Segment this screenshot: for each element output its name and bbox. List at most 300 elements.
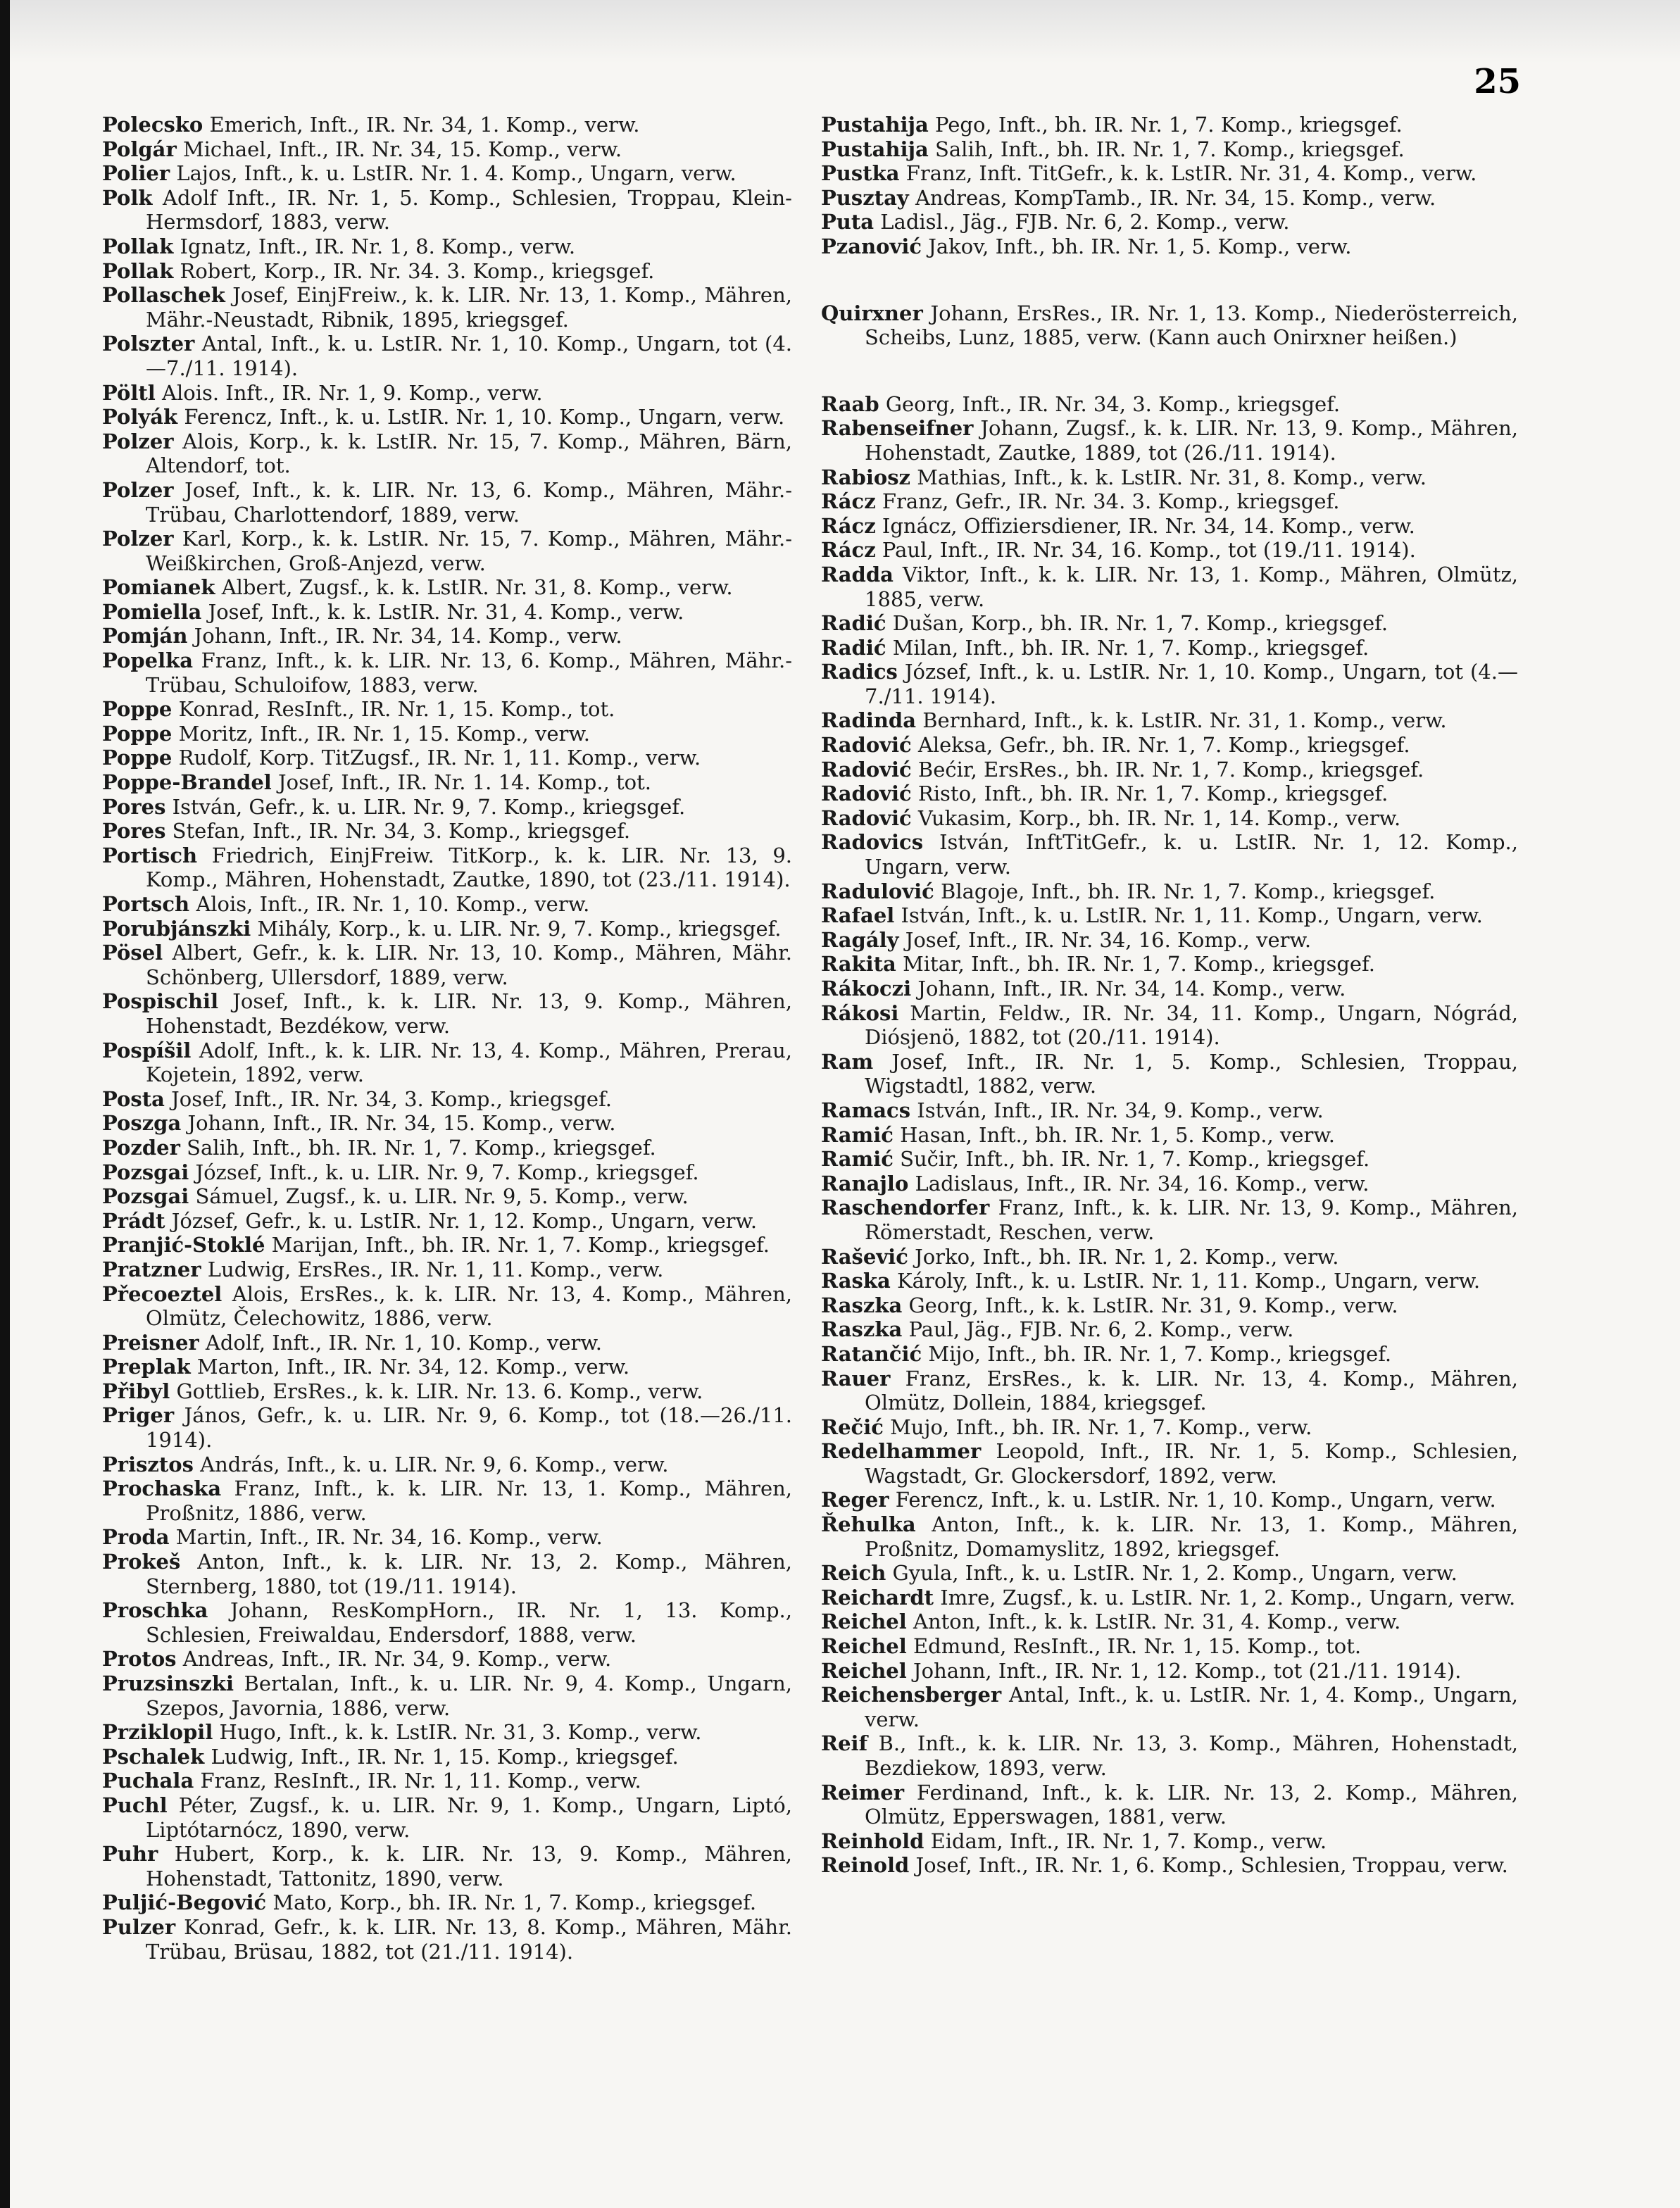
- entry-details: József, Gefr., k. u. LstIR. Nr. 1, 12. Komp., Ungarn, verw.: [165, 1208, 758, 1233]
- entry-details: Josef, Inft., k. k. LIR. Nr. 13, 9. Komp., Mähren, Hohenstadt, Bezdékow, verw.: [146, 989, 792, 1038]
- entry-surname: Radić: [821, 635, 886, 660]
- entry-surname: Ramacs: [821, 1098, 911, 1122]
- section-gap: [821, 259, 1518, 301]
- entry-details: Károly, Inft., k. u. LstIR. Nr. 1, 11. Komp., Ungarn, verw.: [890, 1269, 1481, 1293]
- entry-surname: Polgár: [102, 137, 177, 161]
- list-entry: [821, 806, 1518, 831]
- list-entry: [821, 1829, 1518, 1854]
- list-entry: [821, 977, 1518, 1001]
- entry-surname: Pospischil: [102, 989, 219, 1014]
- list-entry: [821, 1731, 1518, 1780]
- entry-details: Ladislaus, Inft., IR. Nr. 34, 16. Komp., verw.: [908, 1171, 1369, 1196]
- entry-details: Josef, Inft., IR. Nr. 1, 5. Komp., Schlesien, Troppau, Wigstadtl, 1882, verw.: [865, 1049, 1518, 1098]
- entry-details: Ferdinand, Inft., k. k. LIR. Nr. 13, 2. Komp., Mähren, Olmütz, Epperswagen, 1881, verw.: [865, 1780, 1518, 1829]
- list-entry: [102, 1720, 792, 1745]
- entry-surname: Pozsgai: [102, 1184, 189, 1209]
- entry-surname: Pomiella: [102, 599, 202, 624]
- list-entry: [102, 1355, 792, 1379]
- entry-details: Josef, Inft., k. k. LIR. Nr. 13, 6. Komp., Mähren, Mähr.-Trübau, Charlottendorf, 1889, verw.: [146, 477, 792, 527]
- list-entry: [821, 636, 1518, 660]
- entry-details: Stefan, Inft., IR. Nr. 34, 3. Komp., kriegsgef.: [165, 819, 631, 843]
- list-entry: [821, 186, 1518, 211]
- entry-details: Michael, Inft., IR. Nr. 34, 15. Komp., verw.: [176, 137, 622, 161]
- list-entry: [821, 733, 1518, 758]
- entry-details: István, InftTitGefr., k. u. LstIR. Nr. 1, 12. Komp., Ungarn, verw.: [865, 830, 1518, 879]
- entry-surname: Pranjić-Stoklé: [102, 1233, 265, 1257]
- list-entry: [102, 1890, 792, 1915]
- list-entry: [821, 161, 1518, 186]
- list-entry: [102, 1671, 792, 1720]
- entry-details: Franz, Gefr., IR. Nr. 34. 3. Komp., kriegsgef.: [875, 489, 1340, 514]
- list-entry: [102, 1525, 792, 1550]
- entry-details: Johann, Zugsf., k. k. LIR. Nr. 13, 9. Komp., Mähren, Hohenstadt, Zautke, 1889, tot (26./11. 1914).: [865, 416, 1518, 465]
- list-entry: [102, 283, 792, 332]
- entry-details: Johann, Inft., IR. Nr. 34, 14. Komp., verw.: [187, 624, 622, 648]
- list-entry: [102, 1136, 792, 1160]
- entry-surname: Prochaska: [102, 1476, 222, 1501]
- list-entry: [102, 161, 792, 186]
- entry-surname: Ramić: [821, 1147, 894, 1172]
- list-entry: [102, 746, 792, 770]
- entry-surname: Radda: [821, 562, 894, 586]
- entry-details: Albert, Gefr., k. k. LIR. Nr. 13, 10. Komp., Mähren, Mähr. Schönberg, Ullersdorf, 1889, verw.: [146, 941, 792, 989]
- entry-surname: Rafael: [821, 903, 895, 928]
- entry-details: Aleksa, Gefr., bh. IR. Nr. 1, 7. Komp., kriegsgef.: [911, 733, 1410, 758]
- entry-surname: Portisch: [102, 843, 198, 867]
- list-entry: [821, 113, 1518, 137]
- list-entry: [821, 465, 1518, 490]
- entry-details: Anton, Inft., k. k. LIR. Nr. 13, 1. Komp., Mähren, Proßnitz, Domamyslitz, 1892, kriegsgef.: [865, 1512, 1518, 1561]
- list-entry: [102, 1598, 792, 1647]
- list-entry: [102, 113, 792, 137]
- entry-details: Josef, Inft., IR. Nr. 1. 14. Komp., tot.: [271, 770, 651, 795]
- list-entry: [821, 1781, 1518, 1829]
- entry-details: Milan, Inft., bh. IR. Nr. 1, 7. Komp., kriegsgef.: [886, 635, 1369, 660]
- entry-surname: Radovics: [821, 830, 924, 855]
- entry-surname: Rabiosz: [821, 465, 910, 489]
- entry-details: Lajos, Inft., k. u. LstIR. Nr. 1. 4. Komp., Ungarn, verw.: [170, 161, 736, 186]
- list-entry: [102, 332, 792, 380]
- list-entry: [821, 416, 1518, 465]
- section-gap: [821, 350, 1518, 392]
- entry-details: Ludwig, ErsRes., IR. Nr. 1, 11. Komp., verw.: [201, 1257, 664, 1281]
- entry-surname: Reichel: [821, 1634, 907, 1659]
- list-entry: [102, 137, 792, 162]
- entry-details: Adolf Inft., IR. Nr. 1, 5. Komp., Schlesien, Troppau, Klein-Hermsdorf, 1883, verw.: [146, 185, 792, 234]
- list-entry: [102, 429, 792, 478]
- entry-details: Rudolf, Korp. TitZugsf., IR. Nr. 1, 11. Komp., verw.: [172, 746, 701, 770]
- entry-details: Mihály, Korp., k. u. LIR. Nr. 9, 7. Komp., kriegsgef.: [251, 916, 782, 941]
- entry-surname: Puchala: [102, 1769, 194, 1793]
- entry-surname: Pozsgai: [102, 1160, 189, 1184]
- entry-surname: Posta: [102, 1086, 165, 1111]
- list-entry: [102, 1087, 792, 1112]
- list-entry: [102, 381, 792, 406]
- entry-details: Georg, Inft., IR. Nr. 34, 3. Komp., kriegsgef.: [879, 391, 1341, 416]
- entry-surname: Popelka: [102, 648, 193, 673]
- list-entry: [821, 1317, 1518, 1342]
- entry-details: István, Inft., k. u. LstIR. Nr. 1, 11. Komp., Ungarn, verw.: [894, 903, 1483, 928]
- entry-details: Josef, Inft., IR. Nr. 1, 6. Komp., Schlesien, Troppau, verw.: [909, 1853, 1508, 1878]
- entry-surname: Protos: [102, 1647, 177, 1671]
- list-entry: [102, 843, 792, 892]
- entry-surname: Pomján: [102, 624, 188, 648]
- entry-details: Anton, Inft., k. k. LIR. Nr. 13, 2. Komp., Mähren, Sternberg, 1880, tot (19./11. 1914).: [146, 1550, 792, 1598]
- entry-surname: Proschka: [102, 1598, 208, 1623]
- entry-surname: Poppe: [102, 721, 173, 746]
- entry-surname: Rabenseifner: [821, 416, 974, 441]
- entry-details: Gyula, Inft., k. u. LstIR. Nr. 1, 2. Komp., Ungarn, verw.: [886, 1561, 1458, 1586]
- entry-surname: Pösel: [102, 941, 163, 965]
- list-entry: [102, 648, 792, 697]
- entry-details: Imre, Zugsf., k. u. LstIR. Nr. 1, 2. Komp., Ungarn, verw.: [934, 1585, 1516, 1610]
- entry-surname: Quirxner: [821, 301, 923, 325]
- entry-details: Johann, Inft., IR. Nr. 34, 15. Komp., verw.: [181, 1111, 616, 1136]
- list-entry: [821, 611, 1518, 636]
- entry-details: Martin, Feldw., IR. Nr. 34, 11. Komp., Ungarn, Nógrád, Diósjenö, 1882, tot (20./11. 1914).: [865, 1000, 1518, 1050]
- list-entry: [102, 1453, 792, 1477]
- entry-details: Franz, Inft., k. k. LIR. Nr. 13, 1. Komp., Mähren, Proßnitz, 1886, verw.: [146, 1476, 792, 1525]
- list-entry: [102, 941, 792, 989]
- list-entry: [102, 1915, 792, 1964]
- entry-surname: Radović: [821, 805, 912, 830]
- list-entry: [102, 697, 792, 722]
- list-entry: [102, 624, 792, 648]
- entry-details: József, Inft., k. u. LstIR. Nr. 1, 10. Komp., Ungarn, tot (4.—7./11. 1914).: [865, 660, 1518, 708]
- entry-surname: Pruzsinszki: [102, 1671, 234, 1695]
- entry-details: Bećir, ErsRes., bh. IR. Nr. 1, 7. Komp., kriegsgef.: [911, 757, 1424, 782]
- list-entry: [102, 1793, 792, 1842]
- entry-surname: Polzer: [102, 429, 174, 453]
- entry-surname: Rečić: [821, 1414, 884, 1439]
- entry-details: Franz, ErsRes., k. k. LIR. Nr. 13, 4. Komp., Mähren, Olmütz, Dollein, 1884, kriegsgef.: [865, 1366, 1518, 1415]
- list-entry: [821, 1586, 1518, 1610]
- entry-surname: Priger: [102, 1403, 175, 1428]
- scan-shading: [10, 0, 1680, 63]
- list-entry: [102, 1842, 792, 1890]
- entry-details: Albert, Zugsf., k. k. LstIR. Nr. 31, 8. Komp., verw.: [215, 575, 733, 600]
- list-entry: [102, 478, 792, 527]
- entry-surname: Prisztos: [102, 1452, 194, 1476]
- entry-details: Sámuel, Zugsf., k. u. LIR. Nr. 9, 5. Komp., verw.: [189, 1184, 689, 1209]
- list-entry: [102, 1379, 792, 1404]
- entry-details: Leopold, Inft., IR. Nr. 1, 5. Komp., Schlesien, Wagstadt, Gr. Glockersdorf, 1892, verw.: [865, 1439, 1518, 1488]
- list-entry: [102, 770, 792, 795]
- entry-details: Ferencz, Inft., k. u. LstIR. Nr. 1, 10. Komp., Ungarn, verw.: [177, 405, 785, 429]
- list-entry: [821, 782, 1518, 806]
- entry-surname: Pores: [102, 819, 166, 843]
- list-entry: [821, 1367, 1518, 1415]
- entry-details: Ignatz, Inft., IR. Nr. 1, 8. Komp., verw.: [173, 234, 576, 258]
- entry-surname: Pöltl: [102, 380, 156, 405]
- entry-surname: Pratzner: [102, 1257, 201, 1281]
- list-entry: [821, 137, 1518, 162]
- entry-details: Alois, ErsRes., k. k. LIR. Nr. 13, 4. Komp., Mähren, Olmütz, Čelechowitz, 1886, verw.: [146, 1281, 792, 1331]
- entry-surname: Reimer: [821, 1780, 904, 1805]
- entry-details: Robert, Korp., IR. Nr. 34. 3. Komp., kriegsgef.: [173, 258, 655, 283]
- entry-details: Sučir, Inft., bh. IR. Nr. 1, 7. Komp., kriegsgef.: [893, 1147, 1370, 1172]
- list-entry: [821, 1050, 1518, 1098]
- entry-surname: Reichel: [821, 1610, 907, 1634]
- list-entry: [102, 1233, 792, 1257]
- entry-details: István, Inft., IR. Nr. 34, 9. Komp., verw.: [910, 1098, 1324, 1122]
- entry-surname: Raszka: [821, 1317, 903, 1342]
- entry-surname: Radović: [821, 733, 912, 758]
- entry-details: Jorko, Inft., bh. IR. Nr. 1, 2. Komp., verw.: [908, 1244, 1339, 1269]
- entry-details: Edmund, ResInft., IR. Nr. 1, 15. Komp., tot.: [906, 1634, 1362, 1659]
- entry-details: Mathias, Inft., k. k. LstIR. Nr. 31, 8. Komp., verw.: [910, 465, 1427, 489]
- list-entry: [821, 660, 1518, 708]
- entry-surname: Polszter: [102, 332, 195, 356]
- entry-surname: Pospíšil: [102, 1038, 192, 1062]
- list-entry: [821, 1659, 1518, 1683]
- entry-surname: Raschendorfer: [821, 1196, 990, 1220]
- list-entry: [102, 722, 792, 746]
- list-entry: [821, 210, 1518, 234]
- entry-details: Bertalan, Inft., k. u. LIR. Nr. 9, 4. Komp., Ungarn, Szepos, Javornia, 1886, verw.: [146, 1671, 792, 1720]
- scan-border: [0, 0, 10, 2208]
- entry-details: Friedrich, EinjFreiw. TitKorp., k. k. LIR. Nr. 13, 9. Komp., Mähren, Hohenstadt, Zautke, 1890, tot (23./11. 1914).: [146, 843, 792, 892]
- list-entry: [821, 1001, 1518, 1050]
- entry-details: András, Inft., k. u. LIR. Nr. 9, 6. Komp., verw.: [193, 1452, 669, 1476]
- list-entry: [821, 708, 1518, 733]
- list-entry: [821, 1098, 1518, 1123]
- entry-surname: Polzer: [102, 527, 174, 551]
- list-entry: [102, 186, 792, 234]
- entry-surname: Rákoczi: [821, 977, 912, 1000]
- entry-details: Martin, Inft., IR. Nr. 34, 16. Komp., verw.: [169, 1525, 603, 1550]
- entry-surname: Reichensberger: [821, 1683, 1002, 1707]
- entry-details: Jakov, Inft., bh. IR. Nr. 1, 5. Komp., verw.: [922, 234, 1352, 258]
- entry-details: Johann, Inft., IR. Nr. 1, 12. Komp., tot (21./11. 1914).: [906, 1658, 1462, 1683]
- entry-surname: Polk: [102, 185, 153, 210]
- entry-surname: Rauer: [821, 1366, 891, 1391]
- entry-details: Salih, Inft., bh. IR. Nr. 1, 7. Komp., kriegsgef.: [180, 1135, 656, 1160]
- entry-surname: Raska: [821, 1269, 891, 1293]
- right-column: [821, 113, 1518, 1878]
- list-entry: [821, 301, 1518, 350]
- entry-surname: Ram: [821, 1049, 874, 1074]
- list-entry: [821, 563, 1518, 611]
- entry-surname: Rácz: [821, 538, 876, 563]
- entry-details: Ludwig, Inft., IR. Nr. 1, 15. Komp., kriegsgef.: [204, 1744, 679, 1769]
- entry-surname: Preisner: [102, 1330, 199, 1355]
- entry-surname: Raab: [821, 391, 879, 416]
- entry-surname: Rácz: [821, 513, 876, 538]
- entry-surname: Rákosi: [821, 1000, 899, 1025]
- list-entry: [102, 1550, 792, 1598]
- list-entry: [821, 1439, 1518, 1488]
- list-entry: [102, 1111, 792, 1136]
- list-entry: [821, 928, 1518, 953]
- list-entry: [102, 892, 792, 917]
- entry-details: János, Gefr., k. u. LIR. Nr. 9, 6. Komp., tot (18.—26./11. 1914).: [146, 1403, 792, 1453]
- list-entry: [102, 1476, 792, 1525]
- list-entry: [821, 758, 1518, 782]
- entry-surname: Řehulka: [821, 1512, 916, 1537]
- entry-surname: Poppe-Brandel: [102, 770, 272, 795]
- entry-details: Ladisl., Jäg., FJB. Nr. 6, 2. Komp., verw.: [874, 210, 1290, 234]
- list-entry: [821, 952, 1518, 977]
- entry-surname: Reinold: [821, 1853, 910, 1878]
- entry-surname: Portsch: [102, 892, 190, 916]
- entry-surname: Pozder: [102, 1135, 180, 1160]
- list-entry: [102, 917, 792, 941]
- list-entry: [821, 489, 1518, 514]
- list-entry: [102, 575, 792, 600]
- list-entry: [102, 795, 792, 820]
- entry-surname: Pustahija: [821, 113, 929, 137]
- entry-surname: Pomianek: [102, 575, 215, 600]
- entry-details: Georg, Inft., k. k. LstIR. Nr. 31, 9. Komp., verw.: [902, 1293, 1398, 1317]
- entry-details: Bernhard, Inft., k. k. LstIR. Nr. 31, 1. Komp., verw.: [916, 708, 1447, 733]
- list-entry: [102, 527, 792, 575]
- entry-surname: Pustka: [821, 161, 900, 186]
- entry-surname: Radović: [821, 757, 912, 782]
- entry-details: Ferencz, Inft., k. u. LstIR. Nr. 1, 10. Komp., Ungarn, verw.: [889, 1488, 1496, 1512]
- entry-details: Marton, Inft., IR. Nr. 34, 12. Komp., verw.: [190, 1355, 630, 1379]
- entry-surname: Prokeš: [102, 1550, 181, 1574]
- list-entry: [102, 1282, 792, 1331]
- entry-details: Paul, Inft., IR. Nr. 34, 16. Komp., tot (19./11. 1914).: [875, 538, 1416, 563]
- entry-surname: Polecsko: [102, 113, 203, 137]
- entry-details: Pego, Inft., bh. IR. Nr. 1, 7. Komp., kriegsgef.: [928, 113, 1403, 137]
- list-entry: [821, 1610, 1518, 1634]
- entry-details: Mato, Korp., bh. IR. Nr. 1, 7. Komp., kriegsgef.: [266, 1890, 757, 1915]
- entry-surname: Redelhammer: [821, 1439, 982, 1464]
- entry-surname: Radulović: [821, 879, 934, 903]
- entry-details: Péter, Zugsf., k. u. LIR. Nr. 9, 1. Komp., Ungarn, Liptó, Liptótarnócz, 1890, verw.: [146, 1793, 792, 1842]
- list-entry: [102, 1331, 792, 1355]
- entry-surname: Radović: [821, 782, 912, 806]
- entry-details: Franz, ResInft., IR. Nr. 1, 11. Komp., verw.: [194, 1769, 641, 1793]
- entry-surname: Prádt: [102, 1208, 165, 1233]
- entry-details: Antal, Inft., k. u. LstIR. Nr. 1, 10. Komp., Ungarn, tot (4.—7./11. 1914).: [146, 332, 792, 380]
- left-column: [102, 113, 792, 1964]
- page-number: 25: [1474, 62, 1521, 101]
- list-entry: [821, 1683, 1518, 1731]
- entry-surname: Pores: [102, 794, 166, 819]
- list-entry: [821, 1634, 1518, 1659]
- entry-surname: Ragály: [821, 927, 899, 952]
- entry-details: Franz, Inft., k. k. LIR. Nr. 13, 9. Komp., Mähren, Römerstadt, Reschen, verw.: [865, 1196, 1518, 1244]
- entry-details: Ignácz, Offiziersdiener, IR. Nr. 34, 14. Komp., verw.: [875, 513, 1415, 538]
- list-entry: [102, 1209, 792, 1234]
- list-entry: [821, 234, 1518, 259]
- list-entry: [821, 1245, 1518, 1269]
- list-entry: [102, 1647, 792, 1671]
- list-entry: [821, 1488, 1518, 1512]
- entry-details: Antal, Inft., k. u. LstIR. Nr. 1, 4. Komp., Ungarn, verw.: [865, 1683, 1518, 1731]
- list-entry: [102, 405, 792, 429]
- entry-surname: Pzanović: [821, 234, 922, 258]
- entry-details: Emerich, Inft., IR. Nr. 34, 1. Komp., verw.: [203, 113, 640, 137]
- list-entry: [821, 830, 1518, 879]
- entry-details: Dušan, Korp., bh. IR. Nr. 1, 7. Komp., kriegsgef.: [886, 611, 1388, 636]
- entry-surname: Přibyl: [102, 1379, 170, 1403]
- entry-surname: Radić: [821, 611, 886, 636]
- list-entry: [102, 1769, 792, 1793]
- entry-details: Johann, ResKompHorn., IR. Nr. 1, 13. Komp., Schlesien, Freiwaldau, Endersdorf, 1888, verw.: [146, 1598, 792, 1647]
- entry-details: Paul, Jäg., FJB. Nr. 6, 2. Komp., verw.: [902, 1317, 1294, 1342]
- list-entry: [821, 879, 1518, 904]
- list-entry: [821, 1342, 1518, 1367]
- entry-surname: Proda: [102, 1525, 170, 1550]
- entry-surname: Poszga: [102, 1111, 182, 1136]
- entry-details: Adolf, Inft., IR. Nr. 1, 10. Komp., verw.: [199, 1330, 602, 1355]
- entry-surname: Pollak: [102, 258, 174, 283]
- entry-surname: Pollak: [102, 234, 174, 258]
- entry-details: Alois, Korp., k. k. LstIR. Nr. 15, 7. Komp., Mähren, Bärn, Altendorf, tot.: [146, 429, 792, 478]
- entry-details: Gottlieb, ErsRes., k. k. LIR. Nr. 13. 6. Komp., verw.: [170, 1379, 703, 1403]
- list-entry: [821, 514, 1518, 539]
- entry-details: Salih, Inft., bh. IR. Nr. 1, 7. Komp., kriegsgef.: [928, 137, 1405, 161]
- list-entry: [821, 1415, 1518, 1440]
- entry-surname: Radics: [821, 660, 898, 684]
- entry-surname: Pusztay: [821, 185, 909, 210]
- entry-surname: Rakita: [821, 952, 896, 977]
- entry-details: Andreas, Inft., IR. Nr. 34, 9. Komp., verw.: [176, 1647, 612, 1671]
- entry-surname: Reichel: [821, 1658, 907, 1683]
- entry-surname: Reif: [821, 1731, 868, 1756]
- entry-surname: Pollaschek: [102, 283, 225, 308]
- list-entry: [821, 1293, 1518, 1318]
- list-entry: [821, 392, 1518, 417]
- entry-surname: Reichardt: [821, 1585, 934, 1610]
- entry-details: Eidam, Inft., IR. Nr. 1, 7. Komp., verw.: [924, 1828, 1327, 1853]
- entry-surname: Polier: [102, 161, 170, 186]
- entry-surname: Porubjánszki: [102, 916, 251, 941]
- list-entry: [821, 1512, 1518, 1561]
- entry-details: Johann, Inft., IR. Nr. 34, 14. Komp., verw.: [911, 977, 1346, 1000]
- entry-details: Moritz, Inft., IR. Nr. 1, 15. Komp., verw.: [172, 721, 590, 746]
- entry-surname: Pschalek: [102, 1744, 205, 1769]
- list-entry: [821, 1853, 1518, 1878]
- entry-details: Karl, Korp., k. k. LstIR. Nr. 15, 7. Komp., Mähren, Mähr.-Weißkirchen, Groß-Anjezd, verw.: [146, 527, 792, 575]
- entry-details: Hasan, Inft., bh. IR. Nr. 1, 5. Komp., verw.: [893, 1122, 1335, 1147]
- entry-surname: Reich: [821, 1561, 886, 1586]
- entry-details: Konrad, ResInft., IR. Nr. 1, 15. Komp., tot.: [172, 697, 615, 722]
- list-entry: [821, 1123, 1518, 1148]
- entry-surname: Poppe: [102, 697, 173, 722]
- list-entry: [821, 1172, 1518, 1196]
- entry-details: Marijan, Inft., bh. IR. Nr. 1, 7. Komp., kriegsgef.: [265, 1233, 770, 1257]
- entry-details: Alois. Inft., IR. Nr. 1, 9. Komp., verw.: [155, 380, 543, 405]
- entry-surname: Prziklopil: [102, 1720, 213, 1745]
- entry-surname: Pulzer: [102, 1914, 176, 1939]
- entry-surname: Ramić: [821, 1122, 894, 1147]
- entry-details: Mijo, Inft., bh. IR. Nr. 1, 7. Komp., kriegsgef.: [922, 1341, 1392, 1366]
- list-entry: [102, 1160, 792, 1185]
- entry-details: Alois, Inft., IR. Nr. 1, 10. Komp., verw.: [189, 892, 590, 916]
- entry-details: Hugo, Inft., k. k. LstIR. Nr. 31, 3. Komp., verw.: [213, 1720, 702, 1745]
- entry-details: Adolf, Inft., k. k. LIR. Nr. 13, 4. Komp., Mähren, Prerau, Kojetein, 1892, verw.: [146, 1038, 792, 1087]
- entry-surname: Poppe: [102, 746, 173, 770]
- list-entry: [821, 1196, 1518, 1244]
- list-entry: [821, 1147, 1518, 1172]
- entry-details: Josef, Inft., k. k. LstIR. Nr. 31, 4. Komp., verw.: [201, 599, 684, 624]
- entry-details: Risto, Inft., bh. IR. Nr. 1, 7. Komp., kriegsgef.: [911, 782, 1388, 806]
- entry-surname: Puta: [821, 210, 875, 234]
- entry-surname: Polyák: [102, 405, 178, 429]
- entry-surname: Polzer: [102, 477, 174, 502]
- entry-details: Johann, ErsRes., IR. Nr. 1, 13. Komp., Niederösterreich, Scheibs, Lunz, 1885, verw. (Kann auch Onirxner heißen.): [865, 301, 1518, 350]
- list-entry: [102, 600, 792, 625]
- list-entry: [821, 903, 1518, 928]
- list-entry: [821, 538, 1518, 563]
- entry-details: Franz, Inft., k. k. LIR. Nr. 13, 6. Komp., Mähren, Mähr.-Trübau, Schuloifow, 1883, verw.: [146, 648, 792, 697]
- entry-details: Franz, Inft. TitGefr., k. k. LstIR. Nr. 31, 4. Komp., verw.: [899, 161, 1477, 186]
